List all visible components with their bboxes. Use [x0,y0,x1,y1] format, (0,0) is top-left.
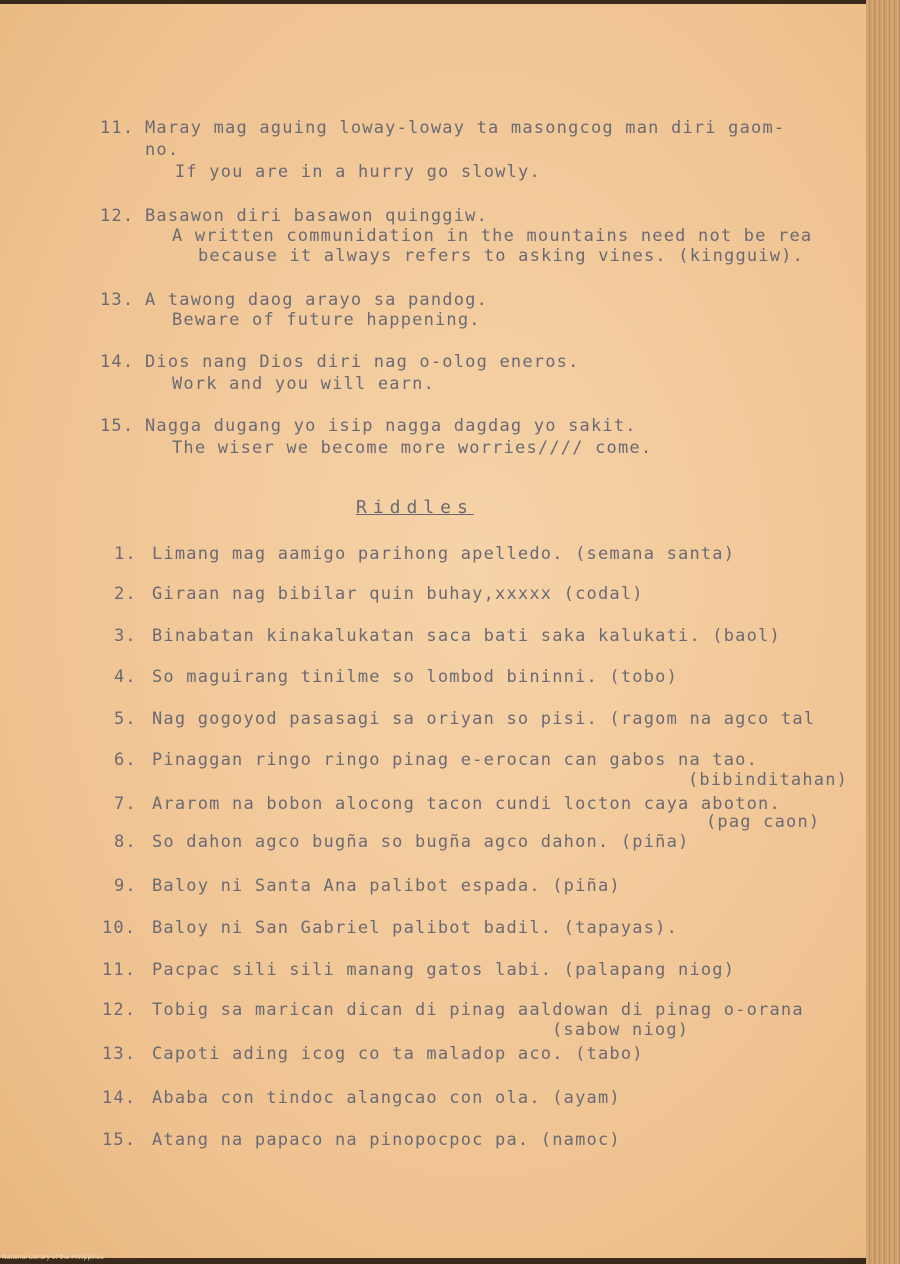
riddle-9-text: Baloy ni Santa Ana palibot espada. (piña) [152,876,621,896]
riddle-7-answer: (pag caon) [706,812,821,832]
riddle-6-number: 6. [114,750,137,770]
riddle-11-number: 11. [102,960,137,980]
footer-credit: National Library of the Philippines [2,1254,104,1261]
proverb-12-translation-2: because it always refers to asking vines. (kingguiw). [198,246,805,266]
riddle-4-text: So maguirang tinilme so lombod bininni. (tobo) [152,667,679,687]
riddle-15-text: Atang na papaco na pinopocpoc pa. (namoc) [152,1130,621,1150]
riddle-13-text: Capoti ading icog co ta maladop aco. (tabo) [152,1044,644,1064]
proverb-13-translation: Beware of future happening. [172,310,481,330]
riddles-title: Riddles [356,497,474,518]
riddle-4-number: 4. [114,667,137,687]
riddle-3-number: 3. [114,626,137,646]
riddle-1-number: 1. [114,544,137,564]
proverb-13-number: 13. [100,290,135,310]
proverb-11-line-2: no. [145,140,180,160]
riddle-6-text: Pinaggan ringo ringo pinag e-erocan can gabos na tao. [152,750,759,770]
proverb-15-number: 15. [100,416,135,436]
riddle-10-number: 10. [102,918,137,938]
proverb-14-translation: Work and you will earn. [172,374,436,394]
riddle-13-number: 13. [102,1044,137,1064]
riddle-7-number: 7. [114,794,137,814]
riddle-8-number: 8. [114,832,137,852]
proverb-13-line-1: A tawong daog arayo sa pandog. [145,290,489,310]
proverb-14-line-1: Dios nang Dios diri nag o-olog eneros. [145,352,580,372]
riddle-6-answer: (bibinditahan) [688,770,849,790]
riddle-15-number: 15. [102,1130,137,1150]
riddle-9-number: 9. [114,876,137,896]
riddle-10-text: Baloy ni San Gabriel palibot badil. (tapayas). [152,918,679,938]
riddle-12-text: Tobig sa marican dican di pinag aaldowan di pinag o-orana [152,1000,804,1020]
proverb-12-line-1: Basawon diri basawon quinggiw. [145,206,489,226]
proverb-11-number: 11. [100,118,135,138]
riddle-8-text: So dahon agco bugña so bugña agco dahon. (piña) [152,832,690,852]
document-page [0,4,870,1258]
riddle-11-text: Pacpac sili sili manang gatos labi. (palapang niog) [152,960,736,980]
riddle-12-answer: (sabow niog) [552,1020,690,1040]
riddle-14-text: Ababa con tindoc alangcao con ola. (ayam) [152,1088,621,1108]
riddle-3-text: Binabatan kinakalukatan saca bati saka kalukati. (baol) [152,626,781,646]
riddle-2-number: 2. [114,584,137,604]
riddle-2-text: Giraan nag bibilar quin buhay,xxxxx (codal) [152,584,644,604]
riddle-14-number: 14. [102,1088,137,1108]
riddle-12-number: 12. [102,1000,137,1020]
proverb-11-line-1: Maray mag aguing loway-loway ta masongcog man diri gaom- [145,118,786,138]
riddle-5-number: 5. [114,709,137,729]
proverb-15-line-1: Nagga dugang yo isip nagga dagdag yo sakit. [145,416,637,436]
proverb-12-translation-1: A written communidation in the mountains need not be rea [172,226,813,246]
riddle-1-text: Limang mag aamigo parihong apelledo. (semana santa) [152,544,736,564]
proverb-11-translation: If you are in a hurry go slowly. [175,162,541,182]
proverb-15-translation: The wiser we become more worries//// come. [172,438,653,458]
proverb-12-number: 12. [100,206,135,226]
proverb-14-number: 14. [100,352,135,372]
riddle-5-text: Nag gogoyod pasasagi sa oriyan so pisi. (ragom na agco tal [152,709,816,729]
riddle-7-text: Ararom na bobon alocong tacon cundi locton caya aboton. [152,794,781,814]
book-page-edges [866,0,900,1264]
